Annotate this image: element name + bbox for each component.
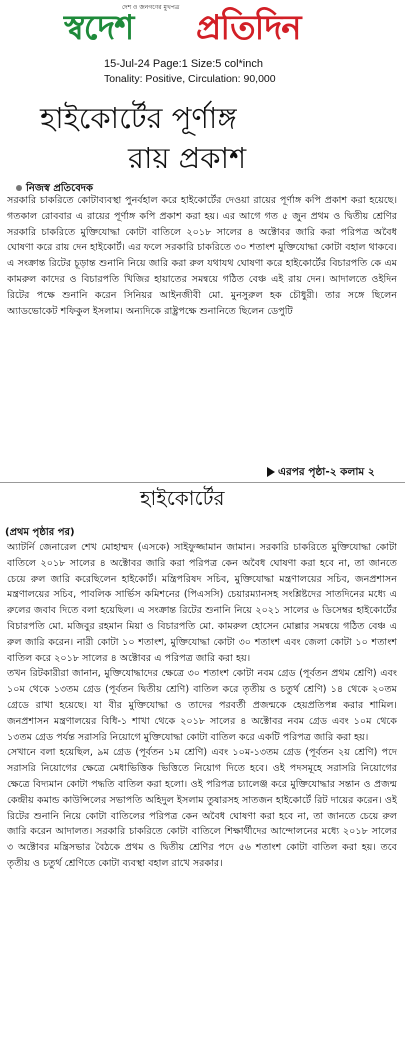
clipping-meta-line1: 15-Jul-24 Page:1 Size:5 col*inch [104,58,263,70]
byline-text: নিজস্ব প্রতিবেদক [26,183,94,194]
continued-text: এরপর পৃষ্ঠা-২ কলাম ২ [278,466,375,478]
continued-note [267,465,375,482]
from-page-label: (প্রথম পৃষ্ঠার পর) [5,527,75,538]
bullet-icon [16,185,22,191]
masthead-tagline: দেশ ও জনগণের মুখপত্র [122,4,180,11]
continuation-paragraph: তখন রিটকারীরা জানান, মুক্তিযোদ্ধাদের ক্ষেত্রে ৩০ শতাংশ কোটা নবম গ্রেড (পূর্বতন প্রথম শ্রেণি) এবং ১০ম থেকে ১৩তম গ্রেড (পূর্বতন দ্বিতীয় শ্রেণি) বাতিল করে তৃতীয় ও চতুর্থ শ্রেণি) ১৪ থেকে ২০তম গ্রেডে রাখা হয়েছে। যা বীর মুক্তিযোদ্ধা ও তাদের পরবর্তী প্রজন্মকে হেয়প্রতিপন্ন করার শামিল। জনপ্রশাসন মন্ত্রণালয়ের বিধি-১ শাখা থেকে ২০১৮ সালের ৪ অক্টোবর নবম গ্রেড এবং ১০ম থেকে ১৩তম গ্রেড পর্যন্ত সরাসরি নিয়োগে মুক্তিযোদ্ধা কোটা বাতিল করে একটি পরিপত্র জারি করা হয়। [7,668,397,743]
arrow-right-icon [267,467,275,477]
continuation-body [7,540,397,1034]
article-body: সরকারি চাকরিতে কোটাব্যবস্থা পুনর্বহাল করে হাইকোর্টের দেওয়া রায়ের পূর্ণাঙ্গ কপি প্রকাশ করা হয়েছে। গতকাল রোববার এ রায়ের পূর্ণাঙ্গ কপি প্রকাশ করা হয়। এর আগে গত ৫ জুন প্রথম ও দ্বিতীয় শ্রেণির সরকারি চাকরিতে মুক্তিযোদ্ধা কোটা বাতিলে ২০১৮ সালের ৪ অক্টোবর জারি করা পরিপত্র অবৈধ ঘোষণা করে রায় দেন হাইকোর্ট। এর ফলে সরকারি চাকরিতে ৩০ শতাংশ মুক্তিযোদ্ধা কোটা বহাল থাকবে। এ সংক্রান্ত রিটের চূড়ান্ত শুনানি নিয়ে জারি করা রুল যথাযথ ঘোষণা করে হাইকোর্টের বিচারপতি কে এম কামরুল কাদের ও বিচারপতি খিজির হায়াতের সমন্বয়ে গঠিত বেঞ্চ এই রায় দেন। আদালতে ওইদিন রিটের পক্ষে শুনানি করেন সিনিয়র আইনজীবী মো. মুনসুরুল হক চৌধুরী। তার সঙ্গে ছিলেন অ্যাডভোকেট শফিকুল ইসলাম। অন্যদিকে রাষ্ট্রপক্ষে শুনানিতে ছিলেন ডেপুটি [7,195,397,317]
continuation-paragraph: সেখানে বলা হয়েছিল, ৯ম গ্রেড (পূর্বতন ১ম শ্রেণি) এবং ১০ম-১৩তম গ্রেড (পূর্বতন ২য় শ্রেণি) পদে সরাসরি নিয়োগের ক্ষেত্রে মেধাভিত্তিক ভিত্তিতে নিয়োগ দিতে হবে। ওই পদসমূহে সরাসরি নিয়োগের ক্ষেত্রে বিদ্যমান কোটা পদ্ধতি বাতিল করা হলো। ওই পরিপত্র চ্যালেঞ্জ করে মুক্তিযোদ্ধার সন্তান ও প্রজন্ম কেন্দ্রীয় কমান্ড কাউন্সিলের সভাপতি অহিদুল ইসলাম তুষারসহ সাতজন হাইকোর্টে রিট দায়ের করেন। ওই রিটের শুনানি নিয়ে কোটা বাতিলের পরিপত্র কেন অবৈধ ঘোষণা করা হবে না, তা জানতে চেয়ে রুল জারি করেন আদালত। সরকারি চাকরিতে কোটা বাতিলে শিক্ষার্থীদের আন্দোলনের মধ্যে ২০১৮ সালের ৩ অক্টোবর মন্ত্রিসভার বৈঠকে প্রথম ও দ্বিতীয় শ্রেণির পদে ৫৬ শতাংশ কোটা বাতিল করা হয়। তবে তৃতীয় ও চতুর্থ শ্রেণিতে কোটা ব্যবস্থা বহাল রাখে সরকার। [7,747,397,869]
masthead [0,0,405,56]
headline-line2: রায় প্রকাশ [128,141,247,175]
newspaper-logo-right: প্রতিদিন [196,8,301,48]
continuation-paragraph: অ্যাটর্নি জেনারেল শেখ মোহাম্মদ (এসকে) সাইফুজ্জামান জামান। সরকারি চাকরিতে মুক্তিযোদ্ধা কোটা বাতিলে ২০১৮ সালের ৪ অক্টোবর জারি করা পরিপত্র কেন অবৈধ ঘোষণা করা হবে না, তা জানতে চেয়ে রুল জারি করেছিলেন হাইকোর্ট। মন্ত্রিপরিষদ সচিব, মুক্তিযোদ্ধা মন্ত্রণালয়ের সচিব, জনপ্রশাসন মন্ত্রণালয়ের সচিব, পাবলিক সার্ভিস কমিশনের (পিএসসি) চেয়ারম্যানসহ সংশ্লিষ্টদের সাতদিনের মধ্যে এ রুলের জবাব দিতে বলা হয়েছিল। এ সংক্রান্ত রিটের শুনানি নিয়ে ২০২১ সালের ৬ ডিসেম্বর হাইকোর্টের বিচারপতি মো. মজিবুর রহমান মিয়া ও বিচারপতি মো. কামরুল হোসেন মোল্লার সমন্বয়ে গঠিত বেঞ্চ এ রুল জারি করেন। নারী কোটা ১০ শতাংশ, মুক্তিযোদ্ধা কোটা ৩০ শতাংশ এবং জেলা কোটা ১০ শতাংশ বাতিল করে ২০১৮ সালের ৪ অক্টোবর এ পরিপত্র জারি করা হয়। [7,542,397,664]
continuation-headline: হাইকোর্টের [140,486,225,510]
headline-line1: হাইকোর্টের পূর্ণাঙ্গ [40,101,237,135]
newspaper-logo-left: স্বদেশ [64,8,134,48]
divider [0,482,405,483]
clipping-meta-line2: Tonality: Positive, Circulation: 90,000 [104,73,276,85]
